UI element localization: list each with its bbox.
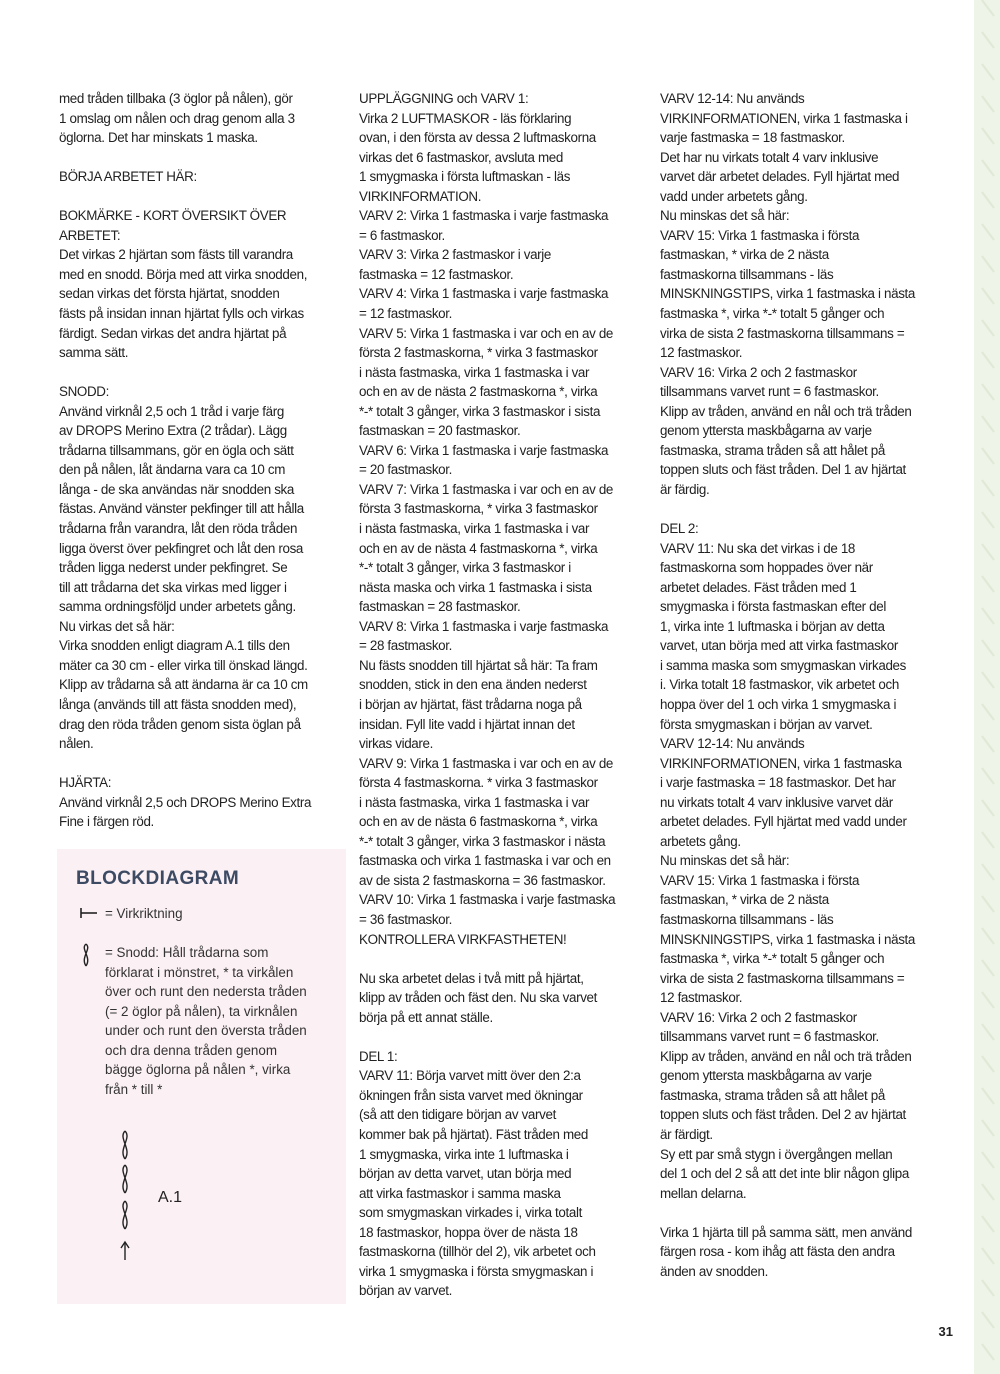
- knit-pattern-icon: [974, 0, 1000, 1374]
- text-line: VARV 5: Virka 1 fastmaska i var och en av de: [359, 325, 614, 341]
- text-line: *-* totalt 3 gånger, virka 3 fastmaskor i sista: [359, 403, 601, 419]
- text-line: toppen sluts och fäst tråden. Del 2 av hjärtat: [660, 1107, 906, 1123]
- text-line: nu virkats totalt 4 varv inklusive varvet där: [660, 794, 893, 810]
- text-line: snodden, stick in den ena änden nederst: [359, 677, 587, 693]
- text-line: förklarat i mönstret, * ta virkålen: [105, 964, 294, 980]
- paragraph-gap: [660, 1203, 945, 1223]
- text-line: samma sätt.: [59, 345, 129, 361]
- paragraph-gap: [359, 949, 644, 969]
- text-line: VARV 2: Virka 1 fastmaska i varje fastmaska: [359, 208, 609, 224]
- text-line: sedan virkas det första hjärtat, snodden: [59, 286, 280, 302]
- text-line: mellan delarna.: [660, 1185, 747, 1201]
- text-line: 12 fastmaskor.: [660, 990, 743, 1006]
- text-line: Nu ska arbetet delas i två mitt på hjärtat,: [359, 970, 584, 986]
- text-line: ligga överst över pekfingret och låt den rosa: [59, 540, 304, 556]
- text-line: i varje fastmaska = 18 fastmaskor. Det har: [660, 775, 896, 791]
- text-line: färdigt. Sedan virkas det andra hjärtat på: [59, 325, 287, 341]
- text-line: Använd virknål 2,5 och 1 tråd i varje färg: [59, 403, 284, 419]
- text-line: fastmaskan, * virka de 2 nästa: [660, 892, 829, 908]
- text-line: den på nålen, låt ändarna vara ca 10 cm: [59, 462, 286, 478]
- text-line: virkas vidare.: [359, 736, 433, 752]
- text-line: VARV 12-14: Nu används: [660, 736, 805, 752]
- text-line: VIRKINFORMATIONEN, virka 1 fastmaska: [660, 755, 902, 771]
- text-line: varvet, utan börja med att virka fastmaskor: [660, 638, 898, 654]
- text-line: VARV 16: Virka 2 och 2 fastmaskor: [660, 364, 857, 380]
- text-line: trådarna tillsammans, gör en ögla och sätt: [59, 442, 294, 458]
- paragraph-gap: [59, 754, 341, 774]
- diagram-label: A.1: [158, 1189, 183, 1206]
- text-line: nålen.: [59, 736, 94, 752]
- text-line: kommer bak på hjärtat). Fäst tråden med: [359, 1126, 588, 1142]
- text-line: MINSKNINGSTIPS, virka 1 fastmaska i nästa: [660, 286, 916, 302]
- text-line: 18 fastmaskor, hoppa över de nästa 18: [359, 1224, 578, 1240]
- text-line: virka 1 smygmaska i första smygmaskan i: [359, 1263, 594, 1279]
- text-line: VARV 12-14: Nu används: [660, 91, 805, 106]
- snodd-stitch-icon: [123, 1131, 127, 1159]
- text-line: VARV 3: Virka 2 fastmaskor i varje: [359, 247, 552, 263]
- text-line: och en av de nästa 6 fastmaskorna *, virka: [359, 814, 598, 830]
- text-line: fästs på insidan innan hjärtat fylls och virkas: [59, 306, 304, 322]
- text-line: fastmaskan = 28 fastmaskor.: [359, 599, 521, 615]
- text-line: (= 2 öglor på nålen), ta virknålen: [105, 1003, 298, 1019]
- legend-direction: = Virkriktning: [105, 906, 183, 921]
- text-line: del 1 och del 2 så att det inte blir någon glipa: [660, 1166, 909, 1182]
- text-line: 1 smygmaska, virka inte 1 luftmaska i: [359, 1146, 569, 1162]
- text-line: VARV 10: Virka 1 fastmaska i varje fastmaska: [359, 892, 616, 908]
- text-line: fastmaska *, virka *-* totalt 5 gånger och: [660, 951, 885, 967]
- text-line: virka de sista 2 fastmaskorna tillsammans =: [660, 325, 905, 341]
- text-line: VARV 15: Virka 1 fastmaska i första: [660, 227, 860, 243]
- text-line: till att trådarna det ska virkas med ligger i: [59, 579, 287, 595]
- text-line: virka de sista 2 fastmaskorna tillsammans =: [660, 970, 905, 986]
- text-line: av de sista 2 fastmaskorna = 36 fastmaskor.: [359, 872, 606, 888]
- text-line: början av varvet.: [359, 1283, 453, 1299]
- text-line: VARV 6: Virka 1 fastmaska i varje fastmaska: [359, 442, 609, 458]
- text-line: VARV 7: Virka 1 fastmaska i var och en av de: [359, 481, 614, 497]
- text-line: virkas det 6 fastmaskor, avsluta med: [359, 149, 563, 165]
- text-line: första 3 fastmaskorna, * virka 3 fastmaskor: [359, 501, 598, 517]
- text-line: = 36 fastmaskor.: [359, 911, 453, 927]
- text-line: MINSKNINGSTIPS, virka 1 fastmaska i nästa: [660, 931, 916, 947]
- text-line: och dra denna tråden genom: [105, 1042, 277, 1058]
- text-line: 1, virka inte 1 luftmaska i början av detta: [660, 618, 885, 634]
- text-line: Klipp av trådarna så att ändarna är ca 10 cm: [59, 677, 308, 693]
- snodd-stitch-icon: [123, 1165, 127, 1193]
- text-line: (så att den tidigare början av varvet: [359, 1107, 556, 1123]
- text-line: änden av snodden.: [660, 1263, 768, 1279]
- text-line: VARV 16: Virka 2 och 2 fastmaskor: [660, 1009, 857, 1025]
- text-line: = 20 fastmaskor.: [359, 462, 453, 478]
- text-line: i nästa fastmaska, virka 1 fastmaska i var: [359, 794, 590, 810]
- legend-snodd: [105, 943, 307, 1099]
- text-line: Virka 1 hjärta till på samma sätt, men använd: [660, 1224, 912, 1240]
- text-line: och en av de nästa 2 fastmaskorna *, virka: [359, 384, 598, 400]
- text-line: med tråden tillbaka (3 öglor på nålen), gör: [59, 91, 293, 106]
- text-line: arbetet delades. Fäst tråden med 1: [660, 579, 857, 595]
- text-line: under och runt den översta tråden: [105, 1023, 307, 1039]
- text-line: vadd under arbetets gång.: [660, 188, 808, 204]
- text-line: som smygmaskan virkades i, virka totalt: [359, 1205, 582, 1221]
- snodd-symbol-icon: [79, 943, 93, 967]
- text-line: Virka 2 LUFTMASKOR - läs förklaring: [359, 110, 572, 126]
- text-line: KONTROLLERA VIRKFASTHETEN!: [359, 931, 567, 947]
- text-line: *-* totalt 3 gånger, virka 3 fastmaskor i nästa: [359, 833, 606, 849]
- paragraph-gap: [59, 148, 341, 168]
- text-line: smygmaska i första fastmaskan efter del: [660, 599, 886, 615]
- text-line: första 4 fastmaskorna. * virka 3 fastmaskor: [359, 775, 598, 791]
- text-line: SNODD:: [59, 384, 109, 400]
- text-line: = 12 fastmaskor.: [359, 306, 453, 322]
- text-line: VARV 15: Virka 1 fastmaska i första: [660, 872, 860, 888]
- text-line: fastmaska och virka 1 fastmaska i var och en: [359, 853, 611, 869]
- text-line: tillsammans varvet runt = 6 fastmaskor.: [660, 384, 879, 400]
- text-line: från * till *: [105, 1081, 163, 1097]
- text-line: varvet där arbetet delades. Fyll hjärtat med: [660, 169, 900, 185]
- text-line: fastmaskan, * virka de 2 nästa: [660, 247, 829, 263]
- text-line: öglorna. Det har minskats 1 maska.: [59, 130, 258, 146]
- text-line: drag den röda tråden genom sista öglan på: [59, 716, 301, 732]
- text-line: VARV 4: Virka 1 fastmaska i varje fastmaska: [359, 286, 609, 302]
- text-line: insidan. Fyll lite vadd i hjärtat innan det: [359, 716, 575, 732]
- text-line: Nu minskas det så här:: [660, 853, 790, 869]
- text-line: arbetet delades. Fyll hjärtat med vadd under: [660, 814, 907, 830]
- text-line: fastmaska = 12 fastmaskor.: [359, 266, 514, 282]
- text-line: samma ordningsföljd under arbetets gång.: [59, 599, 296, 615]
- text-line: i. Virka totalt 18 fastmaskor, vik arbetet och: [660, 677, 899, 693]
- text-line: tillsammans varvet runt = 6 fastmaskor.: [660, 1029, 879, 1045]
- text-line: börja på ett annat ställe.: [359, 1009, 493, 1025]
- text-line: genom yttersta maskbågarna av varje: [660, 1068, 872, 1084]
- text-line: Nu fästs snodden till hjärtat så här: Ta fram: [359, 657, 598, 673]
- text-line: färgen rosa - kom ihåg att fästa den andra: [660, 1244, 895, 1260]
- text-line: genom yttersta maskbågarna av varje: [660, 423, 872, 439]
- text-line: nästa maska och virka 1 fastmaska i sista: [359, 579, 592, 595]
- text-line: VARV 9: Virka 1 fastmaska i var och en av de: [359, 755, 614, 771]
- text-line: VARV 11: Nu ska det virkas i de 18: [660, 540, 856, 556]
- paragraph-gap: [59, 363, 341, 383]
- text-line: = 6 fastmaskor.: [359, 227, 445, 243]
- text-line: bägge öglorna på nålen *, virka: [105, 1062, 291, 1078]
- text-line: VARV 11: Börja varvet mitt över den 2:a: [359, 1068, 581, 1084]
- diagram-a1: [115, 1129, 135, 1264]
- text-line: DEL 1:: [359, 1048, 398, 1064]
- text-line: Sy ett par små stygn i övergången mellan: [660, 1146, 893, 1162]
- text-line: HJÄRTA:: [59, 775, 112, 791]
- paragraph-gap: [59, 187, 341, 207]
- text-line: hoppa över del 1 och virka 1 smygmaska i: [660, 696, 897, 712]
- text-line: VIRKINFORMATIONEN, virka 1 fastmaska i: [660, 110, 908, 126]
- text-line: i samma maska som smygmaskan virkades: [660, 657, 907, 673]
- text-line: Klipp av tråden, använd en nål och trä tråden: [660, 1048, 912, 1064]
- text-line: fastmaskorna tillsammans - läs: [660, 266, 834, 282]
- text-line: 1 omslag om nålen och drag genom alla 3: [59, 110, 295, 126]
- text-line: *-* totalt 3 gånger, virka 3 fastmaskor i: [359, 560, 571, 576]
- text-line: att virka fastmaskor i samma maska: [359, 1185, 561, 1201]
- text-line: mäter ca 30 cm - eller virka till önskad längd.: [59, 657, 308, 673]
- text-line: VARV 8: Virka 1 fastmaska i varje fastmaska: [359, 618, 609, 634]
- text-line: långa (används till att fästa snodden med),: [59, 696, 297, 712]
- text-line: ovan, i den första av dessa 2 luftmaskorna: [359, 130, 596, 146]
- text-line: klipp av tråden och fäst den. Nu ska varvet: [359, 990, 598, 1006]
- blockdiagram-title: BLOCKDIAGRAM: [76, 868, 240, 889]
- text-line: Klipp av tråden, använd en nål och trä tråden: [660, 403, 912, 419]
- text-line: Virka snodden enligt diagram A.1 tills den: [59, 638, 290, 654]
- text-line: = Snodd: Håll trådarna som: [105, 945, 269, 960]
- text-line: fastmaska, strama tråden så att hålet på: [660, 1087, 885, 1103]
- text-line: och en av de nästa 4 fastmaskorna *, virka: [359, 540, 598, 556]
- snodd-stitch-icon: [123, 1201, 127, 1229]
- text-line: tråden ligga nederst under pekfingret. Se: [59, 560, 288, 576]
- text-line: arbetets gång.: [660, 833, 741, 849]
- text-line: Nu minskas det så här:: [660, 208, 790, 224]
- text-line: Använd virknål 2,5 och DROPS Merino Extra: [59, 794, 312, 810]
- arrow-left-icon: [79, 907, 99, 919]
- text-line: fästas. Använd vänster pekfinger till att hålla: [59, 501, 304, 517]
- text-line: fastmaskorna (tillhör del 2), vik arbetet och: [359, 1244, 596, 1260]
- text-line: med en snodd. Börja med att virka snodden,: [59, 266, 308, 282]
- text-line: första 2 fastmaskorna, * virka 3 fastmaskor: [359, 345, 598, 361]
- text-line: fastmaskorna som hoppades över när: [660, 560, 873, 576]
- text-line: 12 fastmaskor.: [660, 345, 743, 361]
- text-line: början av detta varvet, utan börja med: [359, 1166, 572, 1182]
- text-line: i början av hjärtat, fäst trådarna noga på: [359, 696, 582, 712]
- text-line: fastmaskorna tillsammans - läs: [660, 911, 834, 927]
- text-column-1: [59, 89, 341, 832]
- text-line: i nästa fastmaska, virka 1 fastmaska i var: [359, 364, 590, 380]
- text-line: fastmaska *, virka *-* totalt 5 gånger och: [660, 306, 885, 322]
- text-line: är färdigt.: [660, 1126, 713, 1142]
- text-line: varje fastmaska = 18 fastmaskor.: [660, 130, 845, 146]
- decorative-edge-strip: [974, 0, 1000, 1374]
- text-line: VIRKINFORMATION.: [359, 188, 482, 204]
- text-line: ARBETET:: [59, 227, 121, 243]
- text-line: första smygmaskan i början av varvet.: [660, 716, 873, 732]
- text-line: över och runt den nedersta tråden: [105, 984, 307, 1000]
- text-line: av DROPS Merino Extra (2 trådar). Lägg: [59, 423, 287, 439]
- text-line: ökningen från sista varvet med ökningar: [359, 1087, 583, 1103]
- paragraph-gap: [660, 499, 945, 519]
- text-line: långa - de ska användas när snodden ska: [59, 481, 294, 497]
- text-line: Fine i färgen röd.: [59, 814, 154, 830]
- text-line: trådarna från varandra, låt den röda tråden: [59, 521, 298, 537]
- blockdiagram-box: [57, 849, 346, 1304]
- text-line: Det virkas 2 hjärtan som fästs till varandra: [59, 247, 293, 263]
- text-line: BOKMÄRKE - KORT ÖVERSIKT ÖVER: [59, 208, 287, 224]
- text-line: fastmaskan = 20 fastmaskor.: [359, 423, 521, 439]
- text-line: = 28 fastmaskor.: [359, 638, 453, 654]
- text-line: Det har nu virkats totalt 4 varv inklusive: [660, 149, 879, 165]
- text-line: Nu virkas det så här:: [59, 618, 175, 634]
- text-line: 1 smygmaska i första luftmaskan - läs: [359, 169, 571, 185]
- text-line: DEL 2:: [660, 521, 699, 537]
- paragraph-gap: [359, 1027, 644, 1047]
- page-number: 31: [938, 1324, 953, 1339]
- text-line: BÖRJA ARBETET HÄR:: [59, 169, 197, 185]
- text-line: UPPLÄGGNING och VARV 1:: [359, 91, 529, 106]
- text-line: fastmaska, strama tråden så att hålet på: [660, 442, 885, 458]
- text-line: är färdig.: [660, 481, 710, 497]
- text-line: i nästa fastmaska, virka 1 fastmaska i var: [359, 521, 590, 537]
- text-column-2: [359, 89, 644, 1301]
- text-column-3: [660, 89, 945, 1281]
- text-line: toppen sluts och fäst tråden. Del 1 av hjärtat: [660, 462, 906, 478]
